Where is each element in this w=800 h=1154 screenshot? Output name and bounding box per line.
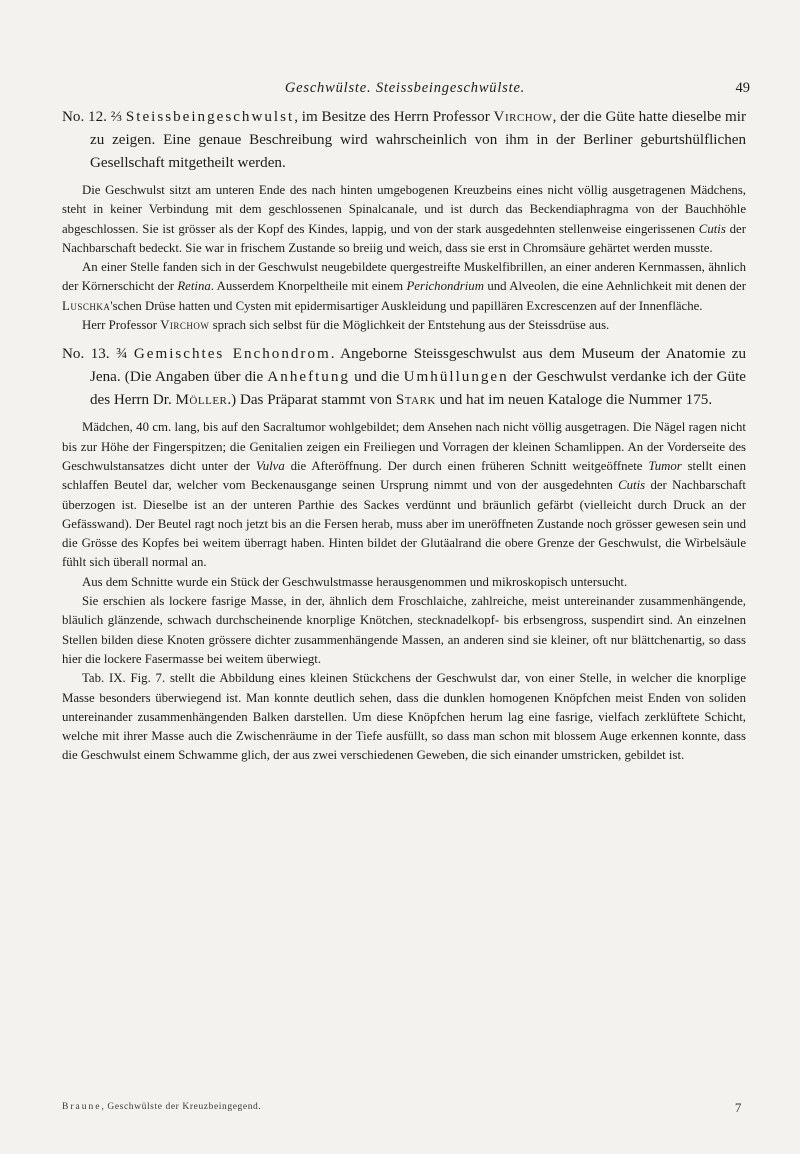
footer-title: , Geschwülste der Kreuzbeingegend. bbox=[101, 1102, 262, 1112]
entry-fraction: ⅔ bbox=[110, 109, 123, 125]
footer-author: Braune bbox=[62, 1102, 102, 1112]
entry-term: Gemischtes Enchondrom bbox=[133, 346, 331, 363]
entry-12-paragraph-2: An einer Stelle fanden sich in der Geschwulst neugebildete quergestreifte Muskelfibrillen, an einer anderen Kernmassen, ähnlich der Körnerschicht der Retina. Ausserdem Knorpeltheile mit einem Perichondrium und Alveolen, die eine Aehnlichkeit mit denen der Luschka'schen Drüse hatten und Cysten mit epidermisartiger Auskleidung und papillären Excrescenzen auf der Innenfläche. bbox=[62, 260, 746, 313]
entry-12-heading: No. 12. ⅔ Steissbeingeschwulst, im Besitze des Herrn Professor Virchow, der die Güte hatte dieselbe mir zu zeigen. Eine genaue Beschreibung wird wahrscheinlich von ihm in der Berliner geburtshülflichen Gesellschaft mitgetheilt werden. bbox=[62, 109, 747, 171]
entry-12-paragraph-3: Herr Professor Virchow sprach sich selbst für die Möglichkeit der Entstehung aus der Steissdrüse aus. bbox=[82, 318, 610, 333]
entry-12-paragraph-1: Die Geschwulst sitzt am unteren Ende des nach hinten umgebogenen Kreuzbeins eines nicht völlig ausgetragenen Mädchens, steht in keiner Verbindung mit dem geschlossenen Spinalcanale, und ist durch das Beckendiaphragma von der Bauchhöhle abgeschlossen. Sie ist grösser als der Kopf des Kindes, lappig, und von der stark ausgedehnten stellenweise eingerissenen Cutis der Nachbarschaft bedeckt. Sie war in frischem Zustande so breiig und weich, dass sie erst in Chromsäure gehärtet werden musste. bbox=[62, 183, 746, 255]
page-footer bbox=[62, 1102, 746, 1118]
entry-13-paragraph-3: Sie erschien als lockere fasrige Masse, in der, ähnlich dem Froschlaiche, zahlreiche, meist untereinander zusammenhängende, bläulich glänzende, schwach durchscheinende knorplige Knötchen, stecknadelkopf- bis erbsengross, suspendirt sind. An einzelnen Stellen bilden diese Knoten grössere dichter zusammenhängende Massen, an anderen sind sie kleiner, oft nur blättchenartig, so dass hier die lockere Fasermasse bei weitem überwiegt. bbox=[62, 594, 746, 666]
entry-13-heading: No. 13. ¾ Gemischtes Enchondrom. Angeborne Steissgeschwulst aus dem Museum der Anatomie zu Jena. (Die Angaben über die Anheftung und die Umhüllungen der Geschwulst verdanke ich der Güte des Herrn Dr. Möller.) Das Präparat stammt von Stark und hat im neuen Kataloge die Nummer 175. bbox=[62, 346, 746, 409]
person-name: Luschka bbox=[62, 298, 111, 313]
person-name: Stark bbox=[395, 392, 436, 409]
running-title: Geschwülste. Steissbeingeschwülste. bbox=[284, 80, 526, 96]
entry-13-paragraph-1: Mädchen, 40 cm. lang, bis auf den Sacraltumor wohlgebildet; dem Ansehen nach nicht völlig ausgetragen. Die Nägel ragen nicht bis zur Höhe der Fingerspitzen; die Genitalien zeigen ein Freiliegen und Vorragen der kleinen Schamlippen. An der Vorderseite des Geschwulstansatzes dicht unter der Vulva die Afteröffnung. Der durch einen früheren Schnitt weitgeöffnete Tumor stellt einen schlaffen Beutel dar, welcher vom Beckenausgange seinen Ursprung nimmt und von der ausgedehnten Cutis der Nachbarschaft überzogen ist. Dieselbe ist an der unteren Parthie des Sackes verdünnt und bräunlich gefärbt (vielleicht durch Druck an der Gefässwand). Der Beutel ragt noch jetzt bis an die Fersen herab, muss aber im uneröffneten Zustande noch grösser gewesen sein und die Grösse des Kopfes bei weitem überragt haben. Hinten bildet der Glutäalrand die obere Grenze der Geschwulst, die Wirbelsäule fühlt sich überall normal an. bbox=[62, 420, 746, 570]
person-name: Virchow bbox=[160, 318, 210, 333]
entry-13-paragraph-4: Tab. IX. Fig. 7. stellt die Abbildung eines kleinen Stückchens der Geschwulst dar, von einer Stelle, in welcher die knorplige Masse besonders überwiegend ist. Man konnte deutlich sehen, dass die dunklen homogenen Knöpfchen meist Enden von soliden untereinander zusammenhängenden Balken darstellen. Um diese Knöpfchen herum lag eine fasrige, vielfach zerklüftete Schicht, welche mit ihrer Masse auch die Zwischenräume in der Tiefe ausfüllt, so dass man schon mit blossem Auge erkennen konnte, dass die Geschwulst einem Schwamme glich, der aus zwei verschiedenen Geweben, die sich einander umstricken, gebildet ist. bbox=[62, 671, 746, 763]
person-name: Virchow bbox=[493, 109, 553, 125]
person-name: Möller bbox=[175, 392, 228, 409]
entry-number: No. 13. bbox=[62, 346, 110, 363]
running-header bbox=[60, 80, 750, 102]
entry-term: Steissbeingeschwulst bbox=[125, 109, 295, 125]
page-body bbox=[62, 106, 746, 766]
entry-13-paragraph-2: Aus dem Schnitte wurde ein Stück der Geschwulstmasse herausgenommen und mikroskopisch untersucht. bbox=[82, 574, 628, 589]
entry-number: No. 12. bbox=[62, 109, 107, 125]
signature-mark: 7 bbox=[734, 1100, 742, 1115]
entry-fraction: ¾ bbox=[116, 346, 128, 363]
page-number: 49 bbox=[735, 80, 750, 96]
